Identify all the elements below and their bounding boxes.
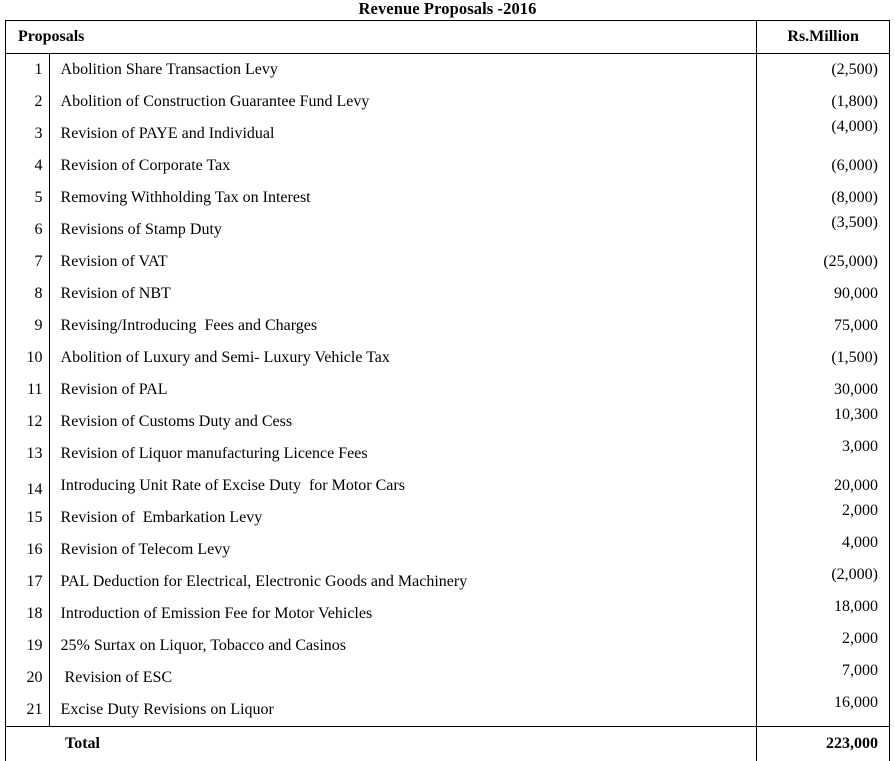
proposal-amount-text: (2,000) [831,566,878,583]
proposal-amount [757,118,889,150]
table-row [6,150,889,182]
proposal-amount-text: 16,000 [834,694,878,711]
table-row [6,470,889,502]
proposal-amount-text: 7,000 [842,662,878,679]
proposal-amount [757,214,889,246]
proposal-description: Revision of Telecom Levy [49,534,757,566]
proposal-amount: (2,500) [757,54,889,87]
table-header [6,21,889,54]
proposal-amount: (6,000) [757,150,889,182]
proposal-amount: (1,800) [757,86,889,118]
table-footer [6,727,889,761]
proposal-description: Revision of PAYE and Individual [49,118,757,150]
table-row [6,278,889,310]
table-row [6,310,889,342]
row-number: 2 [6,86,49,118]
row-number: 8 [6,278,49,310]
table-row [6,86,889,118]
proposal-amount-text: 10,300 [834,406,878,423]
proposal-description: Excise Duty Revisions on Liquor [49,694,757,727]
proposal-amount-text: 2,000 [842,630,878,647]
table-row [6,118,889,150]
row-number: 5 [6,182,49,214]
proposal-description: Revision of Customs Duty and Cess [49,406,757,438]
table-row [6,406,889,438]
table-row [6,694,889,727]
proposal-amount [757,566,889,598]
row-number: 10 [6,342,49,374]
table-header-row [6,21,889,54]
proposal-amount: 75,000 [757,310,889,342]
proposal-amount: 30,000 [757,374,889,406]
proposal-amount [757,630,889,662]
table-row [6,214,889,246]
proposal-amount [757,406,889,438]
row-number: 20 [6,662,49,694]
proposal-amount-text: 2,000 [842,502,878,519]
revenue-proposals-table-container [5,20,890,761]
row-number: 19 [6,630,49,662]
proposal-description: Abolition of Construction Guarantee Fund Levy [49,86,757,118]
proposal-amount-text: (4,000) [831,118,878,135]
proposal-amount-text: 18,000 [834,598,878,615]
table-row [6,566,889,598]
table-row [6,630,889,662]
row-number: 1 [6,54,49,87]
table-row [6,662,889,694]
table-row [6,502,889,534]
row-number: 11 [6,374,49,406]
row-number: 17 [6,566,49,598]
table-row [6,182,889,214]
table-row [6,246,889,278]
proposal-description: Removing Withholding Tax on Interest [49,182,757,214]
row-number: 16 [6,534,49,566]
proposal-amount-text: 4,000 [842,534,878,551]
proposal-amount-text: 3,000 [842,438,878,455]
table-body [6,54,889,727]
table-row [6,54,889,87]
table-row [6,534,889,566]
proposal-description: Revision of NBT [49,278,757,310]
proposal-amount [757,598,889,630]
row-number-text: 14 [27,481,43,498]
revenue-proposals-table [6,21,889,761]
row-number: 12 [6,406,49,438]
row-number: 21 [6,694,49,727]
total-row [6,727,889,761]
row-number: 7 [6,246,49,278]
row-number: 15 [6,502,49,534]
proposal-amount: (8,000) [757,182,889,214]
proposal-description: Revision of PAL [49,374,757,406]
row-number: 3 [6,118,49,150]
column-header-proposals: Proposals [6,21,757,54]
row-number: 6 [6,214,49,246]
row-number [6,470,49,502]
proposal-amount: 90,000 [757,278,889,310]
proposal-amount [757,438,889,470]
table-row [6,374,889,406]
proposal-description: Revision of Embarkation Levy [49,502,757,534]
row-number: 13 [6,438,49,470]
proposal-description: Introduction of Emission Fee for Motor Vehicles [49,598,757,630]
total-amount: 223,000 [757,727,889,761]
proposal-amount [757,694,889,727]
row-number: 4 [6,150,49,182]
proposal-amount [757,534,889,566]
proposal-description: Revisions of Stamp Duty [49,214,757,246]
proposal-description: Revision of VAT [49,246,757,278]
proposal-amount: (25,000) [757,246,889,278]
proposal-description: Abolition of Luxury and Semi- Luxury Vehicle Tax [49,342,757,374]
table-row [6,598,889,630]
page-title: Revenue Proposals -2016 [0,0,895,19]
proposal-description: Introducing Unit Rate of Excise Duty for Motor Cars [49,470,757,502]
proposal-description: 25% Surtax on Liquor, Tobacco and Casinos [49,630,757,662]
proposal-description: Revision of ESC [49,662,757,694]
row-number: 18 [6,598,49,630]
row-number: 9 [6,310,49,342]
proposal-description: Revising/Introducing Fees and Charges [49,310,757,342]
proposal-description: Revision of Corporate Tax [49,150,757,182]
proposal-description: PAL Deduction for Electrical, Electronic Goods and Machinery [49,566,757,598]
total-label: Total [6,727,757,761]
proposal-description: Revision of Liquor manufacturing Licence Fees [49,438,757,470]
column-header-amount: Rs.Million [757,21,889,54]
proposal-amount: 20,000 [757,470,889,502]
proposal-amount [757,502,889,534]
proposal-amount: (1,500) [757,342,889,374]
proposal-amount [757,662,889,694]
proposal-description: Abolition Share Transaction Levy [49,54,757,87]
table-row [6,438,889,470]
proposal-amount-text: (3,500) [831,214,878,231]
table-row [6,342,889,374]
